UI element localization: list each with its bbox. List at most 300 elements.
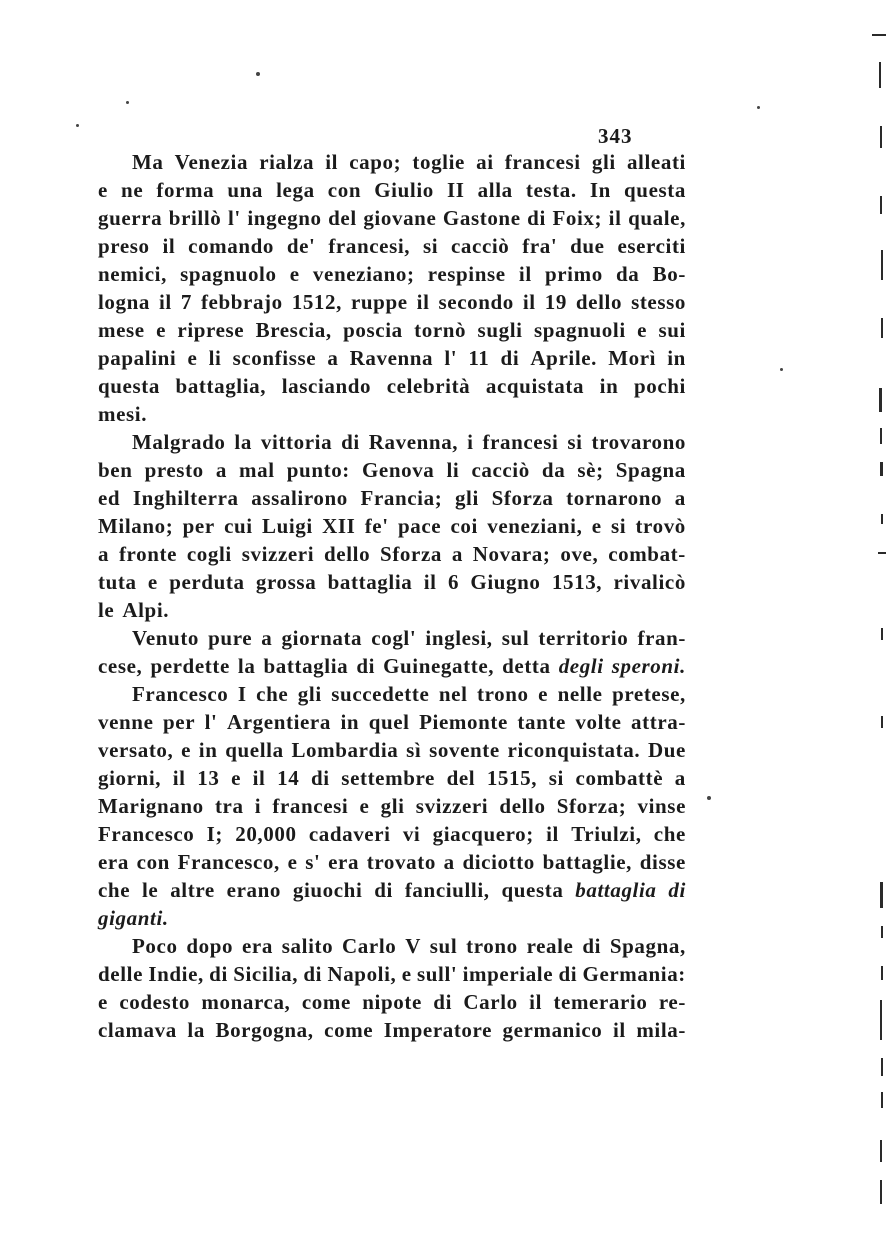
word: questa xyxy=(98,374,160,398)
text-line xyxy=(98,232,686,260)
word: alleati xyxy=(626,150,686,174)
scan-edge-mark xyxy=(880,1180,882,1204)
word: a xyxy=(98,542,110,566)
word: Spagna, xyxy=(609,934,686,958)
word: gli xyxy=(454,486,479,510)
scan-edge-mark xyxy=(880,126,882,148)
word: diciotto xyxy=(462,850,535,874)
word: vittoria xyxy=(260,430,333,454)
word: giovane xyxy=(363,206,437,230)
word: battaglia xyxy=(263,654,349,678)
word: preso xyxy=(98,234,150,258)
text-line xyxy=(98,540,686,568)
word: grossa xyxy=(255,570,317,594)
word: venne xyxy=(98,710,154,734)
word: degli xyxy=(558,654,604,678)
body-text xyxy=(98,148,686,1044)
word: giorni, xyxy=(98,766,162,790)
text-line xyxy=(98,736,686,764)
word: Francesco, xyxy=(177,850,280,874)
word: 7 xyxy=(180,290,192,314)
word: da xyxy=(541,458,566,482)
word: a xyxy=(261,626,273,650)
word: celebrità xyxy=(386,374,471,398)
word: Napoli, xyxy=(327,962,397,986)
scan-edge-mark xyxy=(872,34,886,36)
scan-edge-mark xyxy=(879,388,882,412)
text-line xyxy=(98,316,686,344)
word: che xyxy=(98,878,131,902)
word: Lombardia xyxy=(291,738,399,762)
word: ne xyxy=(121,178,144,202)
word: Poco xyxy=(132,934,178,958)
word: sì xyxy=(406,738,422,762)
word: testa. xyxy=(525,178,577,202)
word: di xyxy=(310,766,330,790)
word: nelle xyxy=(557,682,603,706)
word: Triulzi, xyxy=(571,822,642,846)
scan-edge-mark xyxy=(881,250,883,280)
word: era xyxy=(98,850,129,874)
word: Aprile. xyxy=(530,346,598,370)
word: alla xyxy=(477,178,513,202)
word: ove, xyxy=(560,542,599,566)
text-line xyxy=(98,176,686,204)
text-line xyxy=(98,512,686,540)
scan-speck xyxy=(757,106,760,109)
word: si xyxy=(567,430,583,454)
word: cogl' xyxy=(371,626,417,650)
word: era xyxy=(241,934,273,958)
word: detta xyxy=(502,654,551,678)
word: dello xyxy=(499,794,546,818)
word: s' xyxy=(305,850,321,874)
word: mesi. xyxy=(98,402,148,426)
word: tra xyxy=(214,794,244,818)
word: cacciò xyxy=(451,234,510,258)
word: a xyxy=(443,850,455,874)
word: il xyxy=(612,1018,626,1042)
word: ingegno xyxy=(247,206,322,230)
word: a xyxy=(215,458,227,482)
word: e xyxy=(401,962,412,986)
word: di xyxy=(582,934,602,958)
word: quel xyxy=(368,710,410,734)
word: altre xyxy=(170,878,215,902)
word: sè; xyxy=(577,458,604,482)
scan-edge-mark xyxy=(881,926,883,938)
word: stesso xyxy=(631,290,686,314)
word: mila- xyxy=(636,1018,686,1042)
word: succedette xyxy=(331,682,430,706)
word: il xyxy=(423,570,437,594)
word: Ravenna xyxy=(349,346,434,370)
word: di xyxy=(433,990,453,1014)
word: la xyxy=(234,430,252,454)
word: tornarono xyxy=(566,486,663,510)
word: disse xyxy=(639,850,686,874)
word: pretese, xyxy=(612,682,686,706)
word: pure xyxy=(208,626,253,650)
word: e xyxy=(538,682,549,706)
word: a xyxy=(451,542,463,566)
word: poscia xyxy=(343,318,403,342)
text-line xyxy=(98,596,686,624)
word: dello xyxy=(575,290,623,314)
word: dopo xyxy=(186,934,234,958)
word: primo xyxy=(544,262,603,286)
word: si xyxy=(422,234,439,258)
word: giuochi xyxy=(292,878,363,902)
word: fe' xyxy=(364,514,389,538)
word: delle xyxy=(98,962,143,986)
word: di xyxy=(303,962,323,986)
word: gli xyxy=(297,682,322,706)
word: il xyxy=(416,290,430,314)
word: e xyxy=(637,318,648,342)
scan-edge-mark xyxy=(881,966,883,980)
word: a xyxy=(674,486,686,510)
word: gli xyxy=(380,794,405,818)
word: perdette xyxy=(150,654,230,678)
word: spagnuoli xyxy=(533,318,626,342)
word: come xyxy=(324,1018,374,1042)
word: le xyxy=(98,598,115,622)
word: Argentiera xyxy=(227,710,331,734)
word: il xyxy=(252,766,266,790)
word: il xyxy=(162,234,176,258)
word: di xyxy=(500,346,520,370)
word: forma xyxy=(156,178,215,202)
word: lasciando xyxy=(281,374,372,398)
word: salito xyxy=(281,934,334,958)
word: quale, xyxy=(628,206,686,230)
text-line xyxy=(98,988,686,1016)
word: I xyxy=(237,682,247,706)
scan-edge-mark xyxy=(881,1058,883,1076)
word: in xyxy=(198,738,218,762)
word: francesi xyxy=(272,794,349,818)
word: In xyxy=(589,178,611,202)
word: dello xyxy=(324,542,371,566)
word: fronte xyxy=(118,542,177,566)
word: per xyxy=(182,514,215,538)
scan-edge-mark xyxy=(880,196,882,214)
word: francesi, xyxy=(328,234,411,258)
word: Sforza xyxy=(491,486,554,510)
word: sul xyxy=(429,934,458,958)
word: Guinegatte, xyxy=(383,654,495,678)
word: ruppe xyxy=(350,290,408,314)
word: trovato xyxy=(366,850,436,874)
word: la xyxy=(187,1018,205,1042)
word: Bo- xyxy=(652,262,686,286)
word: mal xyxy=(239,458,275,482)
word: gli xyxy=(591,150,616,174)
word: con xyxy=(327,178,362,202)
word: e xyxy=(591,514,602,538)
text-line xyxy=(98,960,686,988)
word: riprese xyxy=(177,318,245,342)
scan-speck xyxy=(76,124,79,127)
word: 6 xyxy=(447,570,460,594)
text-line xyxy=(98,148,686,176)
word: di xyxy=(374,878,393,902)
word: li xyxy=(208,346,222,370)
scan-edge-mark xyxy=(879,62,881,88)
word: rivalicò xyxy=(613,570,686,594)
word: come xyxy=(301,990,351,1014)
word: di xyxy=(527,206,546,230)
word: battaglia, xyxy=(175,374,267,398)
word: questa xyxy=(624,178,686,202)
word: e xyxy=(181,738,192,762)
word: mese xyxy=(98,318,145,342)
word: imperiale xyxy=(462,962,554,986)
text-line xyxy=(98,932,686,960)
word: spagnuolo xyxy=(180,262,277,286)
word: e xyxy=(359,794,370,818)
word: sul xyxy=(501,626,530,650)
word: Alpi. xyxy=(122,598,170,622)
word: veneziani, xyxy=(487,514,583,538)
scan-speck xyxy=(256,72,260,76)
word: guerra xyxy=(98,206,163,230)
word: I; xyxy=(206,822,223,846)
text-line xyxy=(98,484,686,512)
word: battaglia xyxy=(327,570,413,594)
text-line xyxy=(98,400,686,428)
word: francesi xyxy=(504,150,581,174)
word: assalirono xyxy=(251,486,348,510)
word: il xyxy=(608,206,622,230)
word: fran- xyxy=(637,626,686,650)
word: combat- xyxy=(608,542,686,566)
text-line xyxy=(98,848,686,876)
scan-edge-mark xyxy=(881,628,883,640)
word: in xyxy=(599,374,619,398)
word: sugli xyxy=(477,318,523,342)
word: Sicilia, xyxy=(233,962,299,986)
word: sconfisse xyxy=(232,346,317,370)
text-line xyxy=(98,652,686,680)
word: che xyxy=(653,822,686,846)
scan-edge-mark xyxy=(880,462,883,476)
word: 1513, xyxy=(551,570,603,594)
scan-speck xyxy=(126,101,129,104)
word: 1512, xyxy=(291,290,342,314)
word: toglie xyxy=(412,150,465,174)
word: fra' xyxy=(522,234,558,258)
word: sovente xyxy=(429,738,500,762)
word: che xyxy=(256,682,289,706)
word: si xyxy=(548,766,564,790)
word: l' xyxy=(444,346,458,370)
word: giornata xyxy=(281,626,363,650)
word: il xyxy=(325,150,339,174)
word: l' xyxy=(204,710,218,734)
word: cese, xyxy=(98,654,143,678)
scan-edge-mark xyxy=(878,552,886,554)
word: Germania: xyxy=(582,962,686,986)
word: riconquistata. xyxy=(507,738,641,762)
word: comando xyxy=(188,234,275,258)
word: presto xyxy=(144,458,204,482)
word: 1515, xyxy=(486,766,538,790)
word: capo; xyxy=(349,150,402,174)
word: brillò xyxy=(168,206,222,230)
word: tante xyxy=(517,710,566,734)
scan-edge-mark xyxy=(881,1092,883,1108)
word: fanciulli, xyxy=(404,878,490,902)
word: clamava xyxy=(98,1018,177,1042)
word: con xyxy=(136,850,170,874)
word: Venuto xyxy=(132,626,200,650)
word: di xyxy=(356,654,376,678)
word: trovarono xyxy=(591,430,686,454)
word: vi xyxy=(402,822,421,846)
word: Inghilterra xyxy=(132,486,239,510)
scan-edge-mark xyxy=(880,882,883,908)
word: nel xyxy=(438,682,468,706)
word: i xyxy=(254,794,262,818)
word: attra- xyxy=(631,710,686,734)
text-line xyxy=(98,820,686,848)
word: punto: xyxy=(286,458,350,482)
word: di xyxy=(558,962,578,986)
word: per xyxy=(163,710,196,734)
text-line xyxy=(98,372,686,400)
word: V xyxy=(405,934,421,958)
scan-speck xyxy=(780,368,783,371)
word: 11 xyxy=(468,346,490,370)
word: Imperatore xyxy=(383,1018,492,1042)
word: Morì xyxy=(608,346,657,370)
word: febbrajo xyxy=(200,290,283,314)
word: questa xyxy=(501,878,564,902)
word: li xyxy=(446,458,460,482)
word: e xyxy=(289,262,300,286)
word: versato, xyxy=(98,738,174,762)
word: combattè xyxy=(575,766,664,790)
word: Borgogna, xyxy=(215,1018,314,1042)
word: monarca, xyxy=(201,990,291,1014)
word: secondo xyxy=(438,290,514,314)
text-line xyxy=(98,764,686,792)
word: ai xyxy=(476,150,494,174)
word: battaglie, xyxy=(542,850,633,874)
word: cacciò xyxy=(471,458,530,482)
word: rialza xyxy=(259,150,315,174)
page-number: 343 xyxy=(598,124,633,148)
word: il xyxy=(172,766,186,790)
word: Ma xyxy=(132,150,164,174)
word: vinse xyxy=(637,794,686,818)
word: in xyxy=(340,710,360,734)
text-line xyxy=(98,792,686,820)
word: acquistata xyxy=(485,374,585,398)
word: erano xyxy=(226,878,281,902)
word: Carlo xyxy=(342,934,397,958)
word: svizzeri xyxy=(241,542,315,566)
word: tornò xyxy=(414,318,467,342)
word: 14 xyxy=(277,766,300,790)
word: e xyxy=(147,570,158,594)
word: volte xyxy=(575,710,622,734)
word: del xyxy=(446,766,476,790)
word: Marignano xyxy=(98,794,204,818)
word: trono xyxy=(466,934,518,958)
word: nemici, xyxy=(98,262,167,286)
word: inglesi, xyxy=(425,626,493,650)
text-line xyxy=(98,260,686,288)
word: di xyxy=(209,962,228,986)
scan-edge-mark xyxy=(881,716,883,728)
word: il xyxy=(546,822,559,846)
text-line xyxy=(98,288,686,316)
word: a xyxy=(674,766,686,790)
word: trovò xyxy=(635,514,686,538)
word: Indie, xyxy=(148,962,204,986)
word: in xyxy=(667,346,686,370)
word: Sforza; xyxy=(556,794,627,818)
word: veneziano; xyxy=(312,262,415,286)
text-line xyxy=(98,456,686,484)
word: svizzeri xyxy=(415,794,489,818)
word: cogli xyxy=(186,542,232,566)
word: ed xyxy=(98,486,121,510)
text-line xyxy=(98,568,686,596)
word: respinse xyxy=(427,262,506,286)
word: lega xyxy=(276,178,315,202)
word: sull' xyxy=(416,962,458,986)
word: eserciti xyxy=(617,234,686,258)
word: re- xyxy=(658,990,686,1014)
word: territorio xyxy=(538,626,629,650)
word: francesi xyxy=(482,430,559,454)
word: era xyxy=(328,850,360,874)
word: e xyxy=(231,766,241,790)
word: il xyxy=(529,990,543,1014)
word: de' xyxy=(286,234,316,258)
word: Spagna xyxy=(615,458,686,482)
word: papalini xyxy=(98,346,177,370)
word: i xyxy=(467,430,474,454)
word: giacquero; xyxy=(432,822,534,846)
word: e xyxy=(287,850,298,874)
word: da xyxy=(616,262,640,286)
text-line xyxy=(98,1016,686,1044)
word: Gastone xyxy=(442,206,521,230)
word: XII xyxy=(322,514,356,538)
scan-speck xyxy=(707,796,711,800)
word: perduta xyxy=(169,570,245,594)
word: l' xyxy=(227,206,241,230)
word: Carlo xyxy=(463,990,518,1014)
word: giganti. xyxy=(98,906,169,930)
word: la xyxy=(237,654,256,678)
word: Piemonte xyxy=(419,710,508,734)
word: Ravenna, xyxy=(368,430,459,454)
word: 20,000 xyxy=(235,822,297,846)
word: tuta xyxy=(98,570,137,594)
scan-edge-mark xyxy=(880,428,882,444)
word: ben xyxy=(98,458,133,482)
word: pace xyxy=(397,514,442,538)
text-line xyxy=(98,876,686,904)
word: temerario xyxy=(553,990,648,1014)
word: trono xyxy=(477,682,529,706)
